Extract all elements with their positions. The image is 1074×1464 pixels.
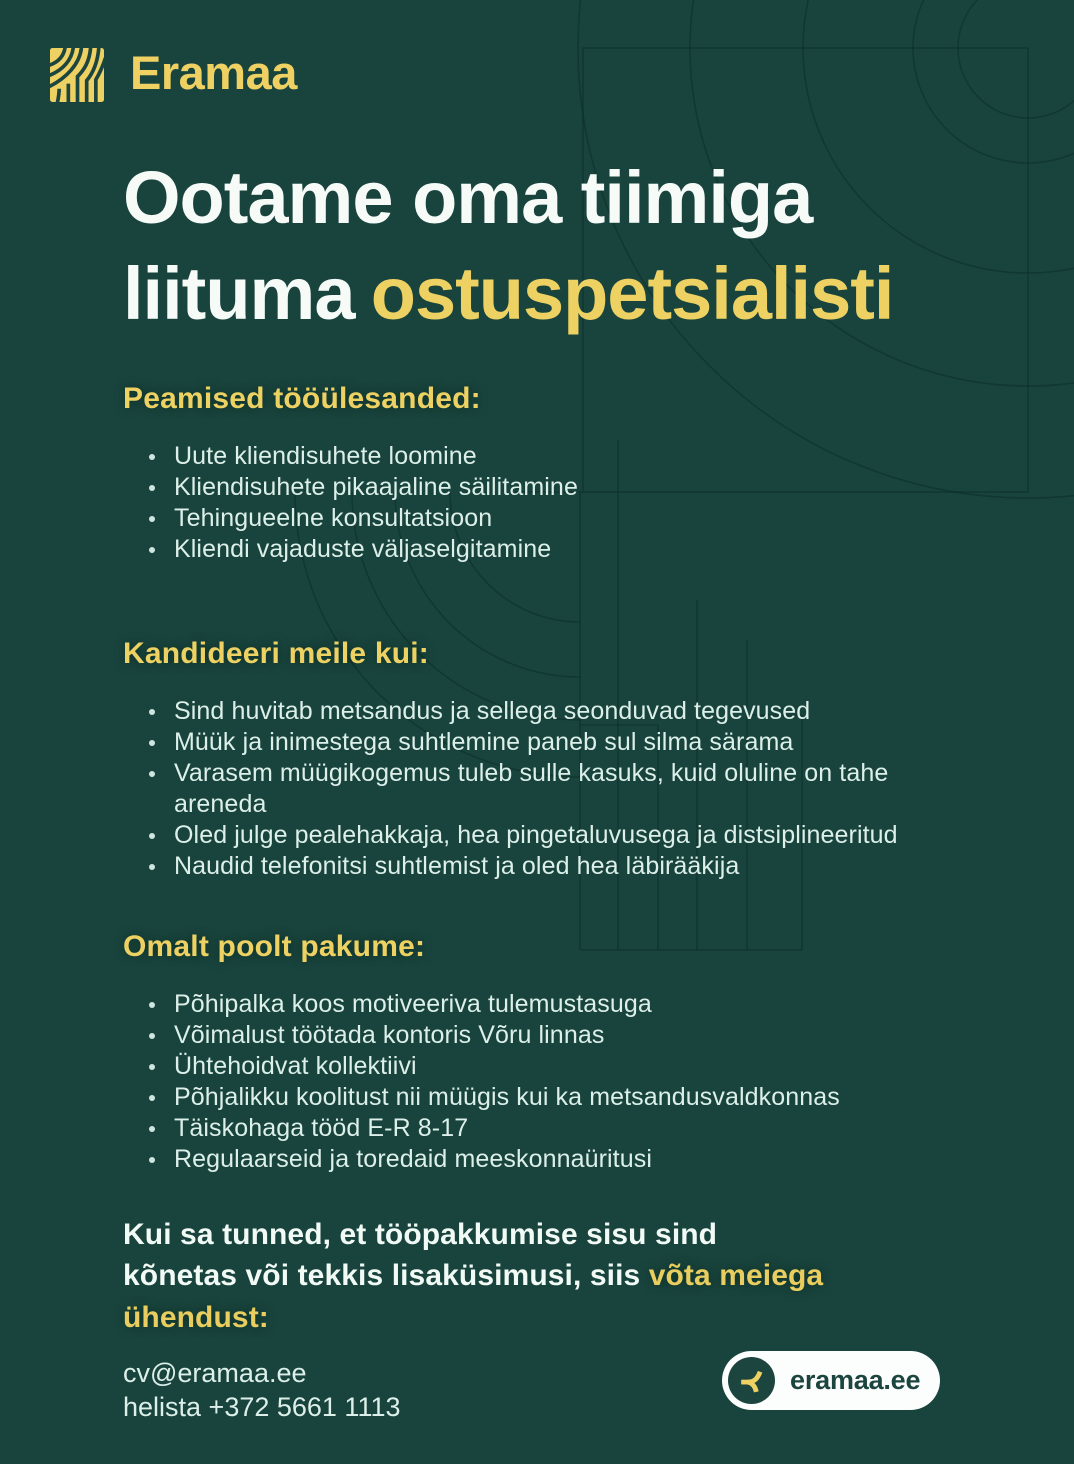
section-offer-list <box>149 989 909 1175</box>
list-item: Võimalust töötada kontoris Võru linnas <box>149 1020 909 1051</box>
list-item: Täiskohaga tööd E-R 8-17 <box>149 1113 909 1144</box>
contact-block <box>123 1356 401 1424</box>
bullet-icon <box>149 1095 155 1101</box>
closing-text: Kui sa tunned, et tööpakkumise sisu sind kõnetas või tekkis lisaküsimusi, siis <box>123 1218 718 1293</box>
closing-cta <box>123 1214 838 1338</box>
closing-highlight: võta meiega ühendust: <box>123 1259 824 1334</box>
section-offer-heading: Omalt poolt pakume: <box>123 930 426 963</box>
section-requirements <box>123 637 903 882</box>
section-tasks <box>123 382 903 565</box>
bullet-icon <box>149 1064 155 1070</box>
list-item: Naudid telefonitsi suhtlemist ja oled hea läbirääkija <box>149 851 909 882</box>
bullet-icon <box>149 864 155 870</box>
list-item: Uute kliendisuhete loomine <box>149 441 909 472</box>
section-offer <box>123 930 903 1175</box>
bullet-icon <box>149 771 155 777</box>
page-title <box>123 150 933 342</box>
bullet-icon <box>149 1126 155 1132</box>
title-line2-white: liituma <box>123 252 355 336</box>
section-requirements-list <box>149 696 909 882</box>
bullet-icon <box>149 516 155 522</box>
section-tasks-heading: Peamised tööülesanded: <box>123 382 481 415</box>
bullet-icon <box>149 1157 155 1163</box>
title-highlight: ostuspetsialisti <box>370 252 894 336</box>
bullet-icon <box>149 454 155 460</box>
list-item: Müük ja inimestega suhtlemine paneb sul silma särama <box>149 727 909 758</box>
badge-circle <box>728 1357 775 1404</box>
brand-logo <box>50 45 297 102</box>
section-requirements-heading: Kandideeri meile kui: <box>123 637 429 670</box>
list-item: Kliendi vajaduste väljaselgitamine <box>149 534 909 565</box>
bullet-icon <box>149 833 155 839</box>
section-tasks-list <box>149 441 909 565</box>
list-item: Ühtehoidvat kollektiivi <box>149 1051 909 1082</box>
bullet-icon <box>149 1002 155 1008</box>
list-item: Varasem müügikogemus tuleb sulle kasuks, kuid oluline on tahe areneda <box>149 758 909 820</box>
bullet-icon <box>149 1033 155 1039</box>
bullet-icon <box>149 547 155 553</box>
branch-arrow-icon <box>739 1368 765 1394</box>
eramaa-field-rows-icon <box>50 48 104 102</box>
brand-name: Eramaa <box>130 45 297 99</box>
list-item: Põhipalka koos motiveeriva tulemustasuga <box>149 989 909 1020</box>
list-item: Sind huvitab metsandus ja sellega seonduvad tegevused <box>149 696 909 727</box>
title-line1: Ootame oma tiimiga <box>123 156 813 239</box>
bullet-icon <box>149 709 155 715</box>
list-item: Põhjalikku koolitust nii müügis kui ka metsandusvaldkonnas <box>149 1082 909 1113</box>
bullet-icon <box>149 485 155 491</box>
list-item: Tehingueelne konsultatsioon <box>149 503 909 534</box>
list-item: Kliendisuhete pikaajaline säilitamine <box>149 472 909 503</box>
website-badge[interactable] <box>722 1351 940 1410</box>
badge-label: eramaa.ee <box>790 1365 921 1395</box>
contact-email[interactable]: cv@eramaa.ee <box>123 1358 307 1388</box>
list-item: Regulaarseid ja toredaid meeskonnaüritusi <box>149 1144 909 1175</box>
list-item: Oled julge pealehakkaja, hea pingetaluvusega ja distsiplineeritud <box>149 820 909 851</box>
contact-phone[interactable]: helista +372 5661 1113 <box>123 1392 401 1422</box>
bullet-icon <box>149 740 155 746</box>
